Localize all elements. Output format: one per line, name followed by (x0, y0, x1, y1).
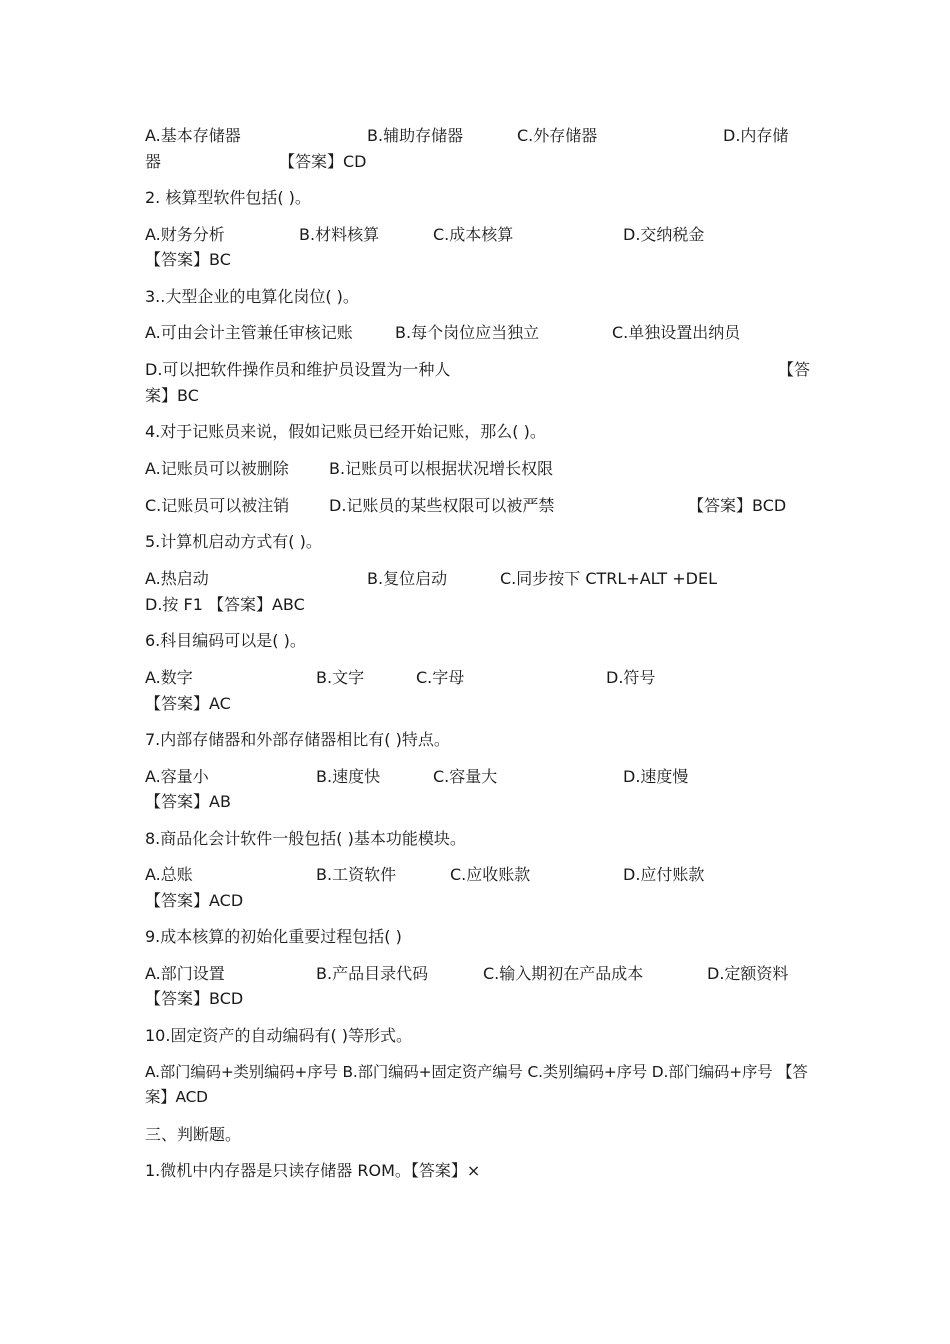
q9-answer: 【答案】BCD (145, 989, 244, 1008)
option-d: D.速度慢 (623, 767, 689, 786)
option-a: A.热启动 (145, 569, 209, 588)
option-b: B.辅助存储器 (367, 126, 464, 145)
option-a: A.容量小 (145, 767, 209, 786)
q8-options-line (145, 862, 810, 888)
q6-answer: 【答案】AC (145, 694, 231, 713)
option-d: D.可以把软件操作员和维护员设置为一种人 (145, 360, 451, 379)
question-3: 3..大型企业的电算化岗位( )。 (145, 287, 359, 306)
question-6: 6.科目编码可以是( )。 (145, 631, 306, 650)
option-d: D.记账员的某些权限可以被严禁 (329, 496, 555, 515)
option-b: B.产品目录代码 (316, 964, 429, 983)
q5-option-d-answer: D.按 F1 【答案】ABC (145, 595, 305, 614)
option-b: B.每个岗位应当独立 (395, 323, 540, 342)
option-c: C.外存储器 (517, 126, 598, 145)
option-d: D.应付账款 (623, 865, 705, 884)
q7-answer: 【答案】AB (145, 792, 231, 811)
option-c: C.字母 (416, 668, 465, 687)
option-a: A.可由会计主管兼任审核记账 (145, 323, 353, 342)
option-d: D.内存储 (723, 126, 789, 145)
option-a: A.数字 (145, 668, 193, 687)
option-b: B.速度快 (316, 767, 381, 786)
judge-question-1: 1.微机中内存器是只读存储器 ROM。【答案】× (145, 1161, 481, 1180)
q10-options-answer: A.部门编码+类别编码+序号 B.部门编码+固定资产编号 C.类别编码+序号 D.部门编码+序号 【答案】ACD (145, 1063, 808, 1106)
option-b: B.文字 (316, 668, 365, 687)
option-c: C.输入期初在产品成本 (483, 964, 644, 983)
q7-options-line (145, 764, 810, 790)
q3-answer-continued: 案】BC (145, 386, 199, 405)
question-4: 4.对于记账员来说，假如记账员已经开始记账，那么( )。 (145, 422, 546, 441)
option-a: A.财务分析 (145, 225, 225, 244)
question-10: 10.固定资产的自动编码有( )等形式。 (145, 1026, 413, 1045)
option-c: C.成本核算 (433, 225, 514, 244)
q4-options-line-1 (145, 456, 810, 482)
q2-options-line (145, 222, 810, 248)
option-b: B.复位启动 (367, 569, 448, 588)
option-c: C.单独设置出纳员 (612, 323, 741, 342)
q5-options-line (145, 566, 810, 592)
question-9: 9.成本核算的初始化重要过程包括( ) (145, 927, 402, 946)
option-a: A.部门设置 (145, 964, 225, 983)
q1-options-line (145, 123, 810, 149)
answer-start: 【答 (777, 360, 810, 379)
question-8: 8.商品化会计软件一般包括( )基本功能模块。 (145, 829, 466, 848)
option-b: B.材料核算 (299, 225, 380, 244)
option-c: C.同步按下 CTRL+ALT +DEL (500, 569, 717, 588)
question-7: 7.内部存储器和外部存储器相比有( )特点。 (145, 730, 450, 749)
option-a: A.总账 (145, 865, 193, 884)
q9-options-line (145, 961, 810, 987)
q4-options-line-2 (145, 493, 810, 519)
option-d-continued: 器 (145, 152, 162, 171)
option-a: A.记账员可以被删除 (145, 459, 289, 478)
q3-options-line (145, 320, 810, 346)
option-d: D.交纳税金 (623, 225, 705, 244)
q8-answer: 【答案】ACD (145, 891, 244, 910)
option-c: C.记账员可以被注销 (145, 496, 290, 515)
question-5: 5.计算机启动方式有( )。 (145, 532, 322, 551)
option-d: D.符号 (606, 668, 656, 687)
option-b: B.记账员可以根据状况增长权限 (329, 459, 554, 478)
q6-options-line (145, 665, 810, 691)
answer: 【答案】BCD (688, 496, 787, 515)
q3-option-d-line (145, 357, 810, 383)
option-c: C.应收账款 (450, 865, 531, 884)
q2-answer: 【答案】BC (145, 250, 231, 269)
option-a: A.基本存储器 (145, 126, 241, 145)
section-heading: 三、判断题。 (145, 1125, 242, 1144)
option-b: B.工资软件 (316, 865, 397, 884)
option-c: C.容量大 (433, 767, 498, 786)
q1-answer-line (145, 149, 810, 175)
answer: 【答案】CD (279, 152, 367, 171)
option-d: D.定额资料 (707, 964, 789, 983)
question-2: 2. 核算型软件包括( )。 (145, 188, 311, 207)
